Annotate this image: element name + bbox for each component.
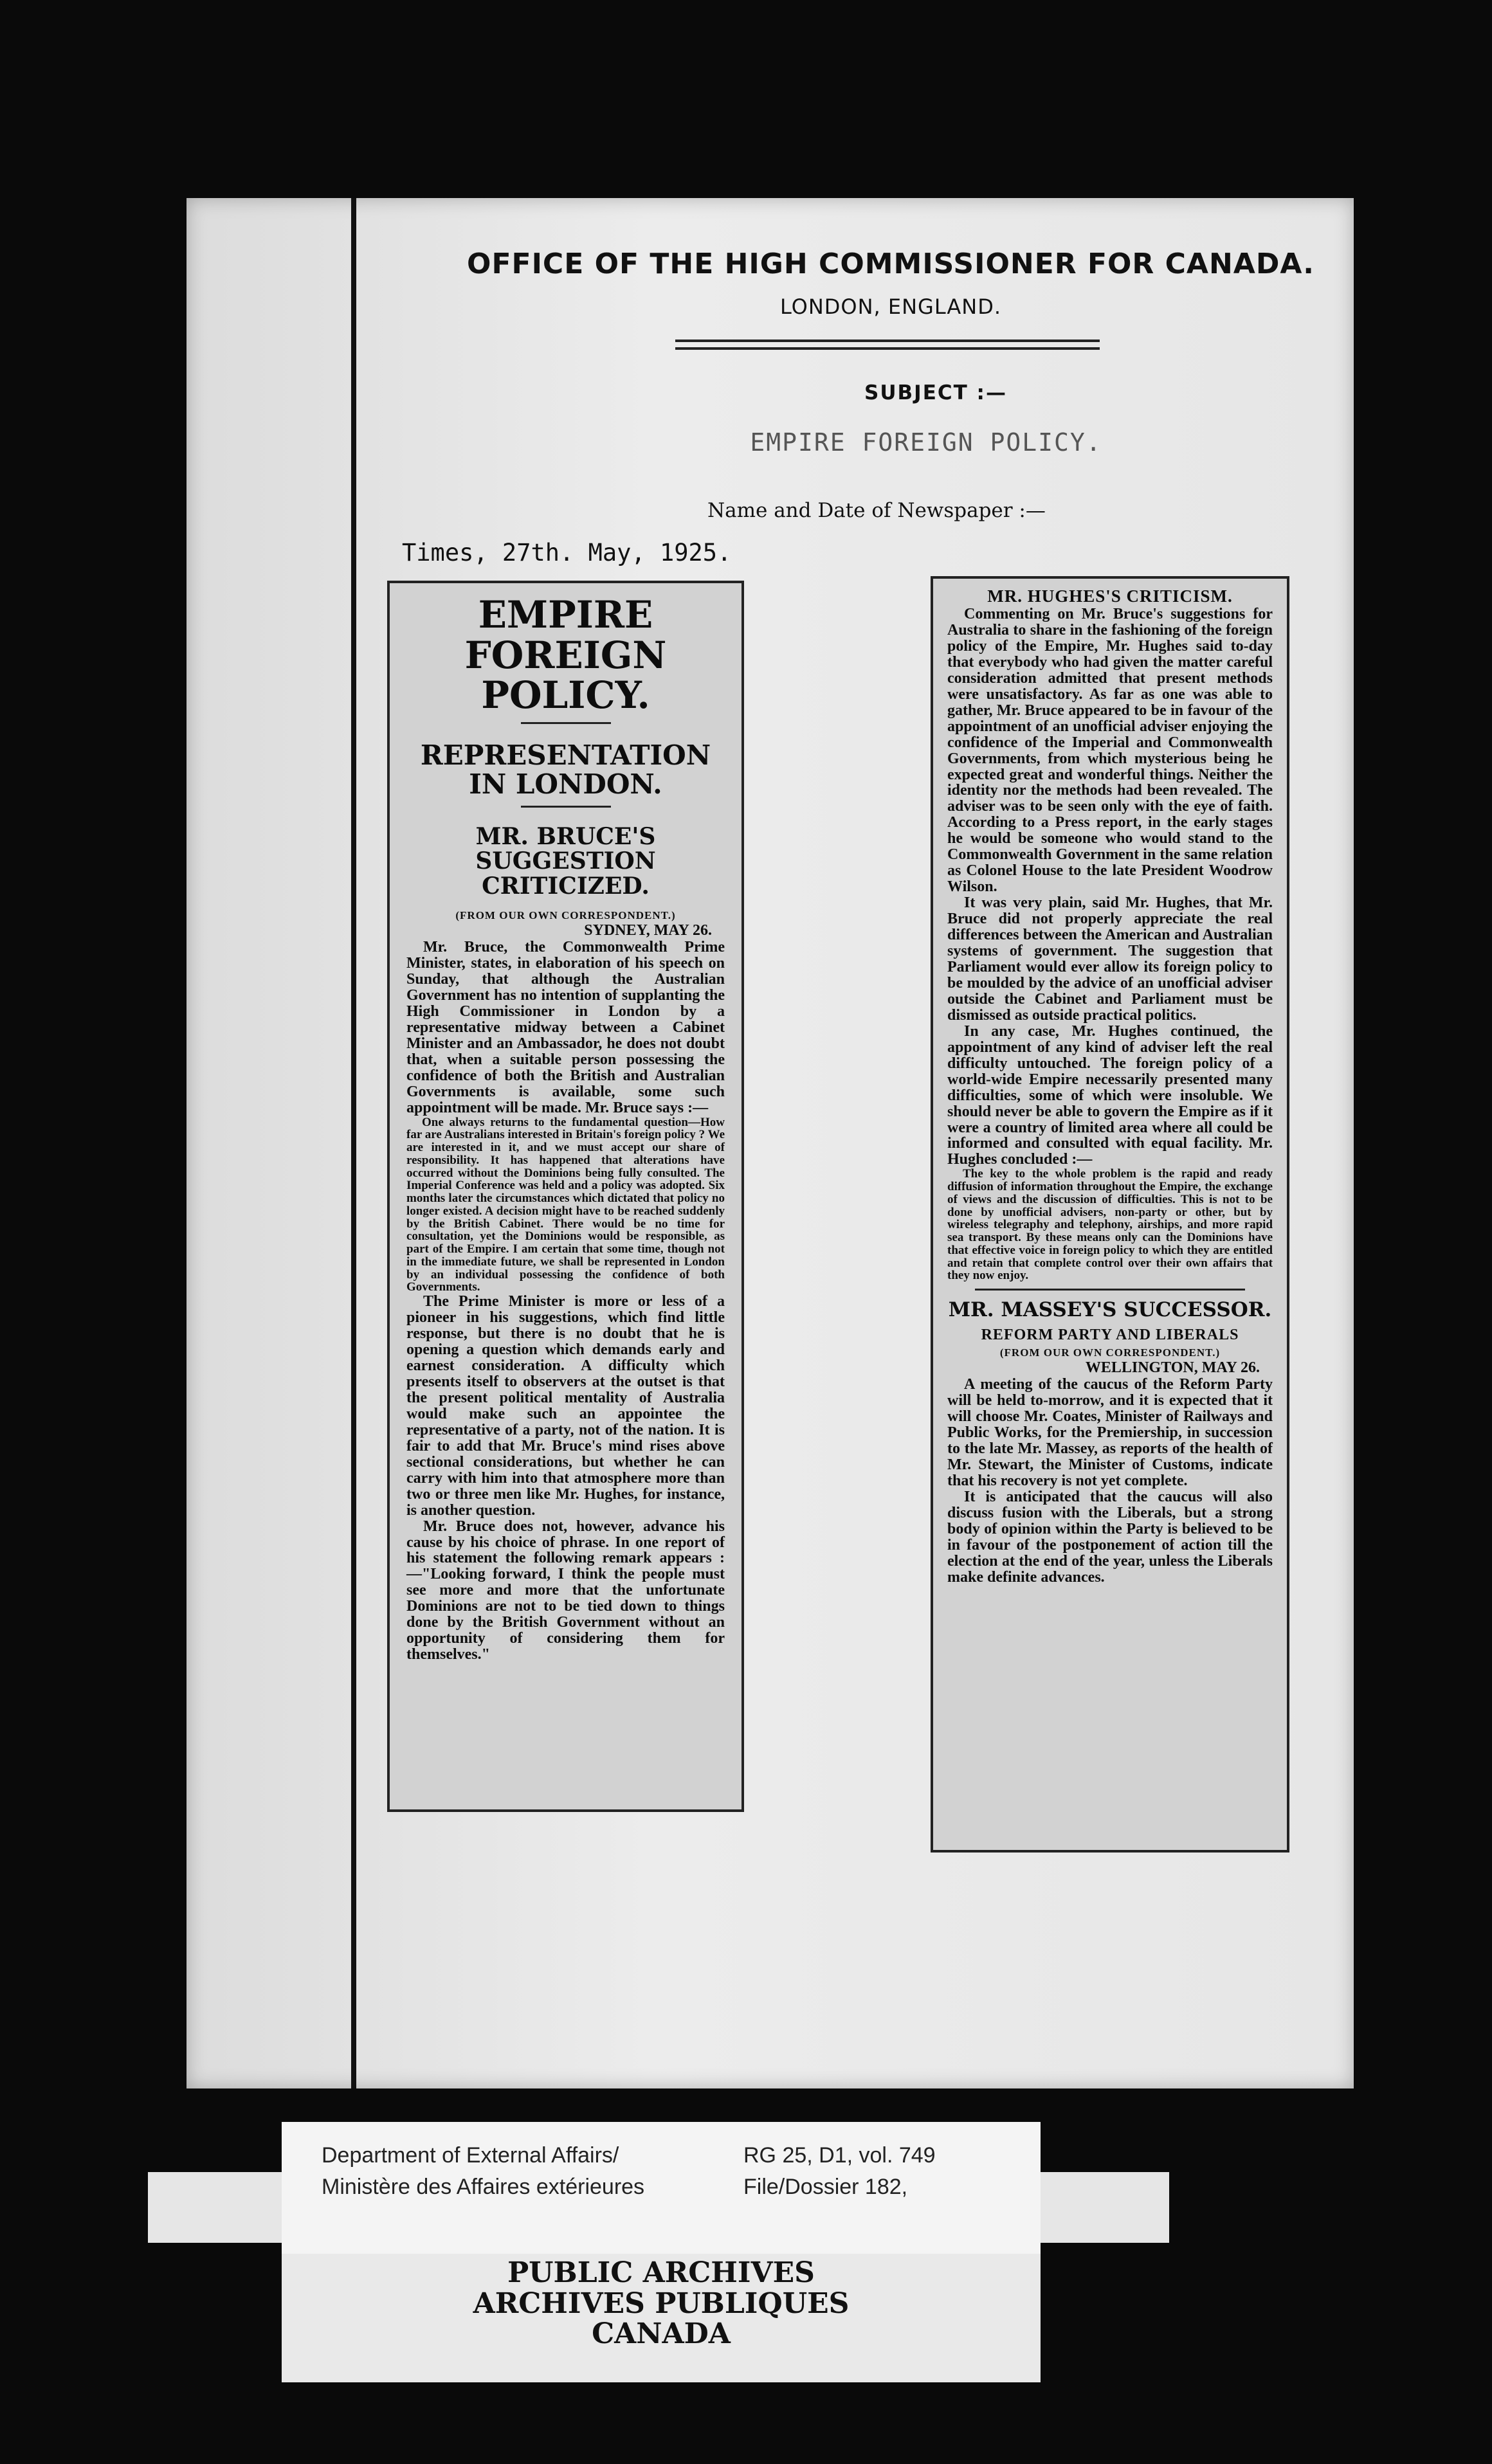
section-head: MR. HUGHES'S CRITICISM. [987,586,1233,606]
ornament-rule [521,722,611,724]
margin-rule [351,198,356,2088]
reference-file: File/Dossier 182, [743,2175,908,2200]
ornament-rule [521,806,611,808]
ornament-rule [975,1289,1245,1291]
archive-department [322,2140,644,2204]
stamp-text [282,2254,1041,2350]
section-subhead: REFORM PARTY AND LIBERALS [981,1327,1239,1344]
clipping-right [931,576,1289,1853]
article-quote: One always returns to the fundamental question—How far are Australians interested in Britain's foreign policy ? We are interested in it, and we must accept our share of responsibility. It has happened that alterations have occurred without the Dominions being fully consulted. The Imperial Conference was held and a policy was adopted. Six months later the circumstances which dictated that policy no longer existed. A decision might have to be reached suddenly by the British Cabinet. There would be no time for consultation, yet the Dominions would be responsible, as part of the Empire. I am certain that some time, though not in the immediate future, we shall be represented in London by an individual possessing the confidence of both Governments. [406,1115,725,1294]
subject-label: SUBJECT :— [864,381,1007,404]
stamp-line: PUBLIC ARCHIVES [507,2256,815,2289]
correspondent-line: (FROM OUR OWN CORRESPONDENT.) [455,909,676,922]
clip-subhead-2: MR. BRUCE'S SUGGESTION CRITICIZED. [475,822,656,900]
subject-value: EMPIRE FOREIGN POLICY. [750,428,1102,457]
archive-reference [743,2140,936,2204]
label-strip-right [1041,2172,1169,2243]
stamp-line: CANADA [592,2317,731,2351]
article-paragraph: It was very plain, said Mr. Hughes, that Mr. Bruce did not properly appreciate the real differences between the American and Australian systems of government. The suggestion that Parliament would ever allow its foreign policy to be moulded by the advice of an unofficial adviser outside the Cabinet and Parliament must be dismissed as outside practical politics. [947,894,1273,1024]
label-strip-left [148,2172,282,2243]
section-head-2: MR. MASSEY'S SUCCESSOR. [948,1298,1272,1322]
archives-stamp [282,2254,1041,2382]
letterhead-rule-2 [675,347,1100,350]
dateline: WELLINGTON, MAY 26. [1085,1359,1260,1377]
letterhead-rule [675,340,1100,342]
dateline: SYDNEY, MAY 26. [584,922,712,939]
article-paragraph: Mr. Bruce does not, however, advance his cause by his choice of phrase. In one report of his statement the following remark appears :—"Looking forward, I think the people must see more and more that the unfortunate Dominions are not to be tied down to things done by the British Government without an opportunity of considering them for themselves." [406,1517,725,1663]
article-paragraph: Mr. Bruce, the Commonwealth Prime Minister, states, in elaboration of his speech on Sunday, that although the Australian Government has no intention of supplanting the High Commissioner in London by a representative midway between a Cabinet Minister and an Ambassador, he does not doubt that, when a suitable person possessing the confidence of both the British and Australian Governments is available, some such appointment will be made. Mr. Bruce says :— [406,939,725,1116]
clipping-left [387,581,744,1812]
reference-volume: RG 25, D1, vol. 749 [743,2143,936,2168]
correspondent-line: (FROM OUR OWN CORRESPONDENT.) [999,1346,1221,1359]
letterhead-title: OFFICE OF THE HIGH COMMISSIONER FOR CANADA. [467,248,1315,280]
clip-subhead: REPRESENTATION IN LONDON. [420,739,711,801]
archive-label [282,2122,1041,2254]
article-paragraph: A meeting of the caucus of the Reform Party will be held to-morrow, and it is expected that it will choose Mr. Coates, Minister of Railways and Public Works, for the Premiership, in succession to the late Mr. Massey, as reports of the health of Mr. Stewart, the Minister of Customs, indicate that his recovery is not yet complete. [947,1376,1273,1489]
article-paragraph: The Prime Minister is more or less of a pioneer in his suggestions, which find little response, but there is no doubt that he is opening a question which demands early and earnest consideration. A difficulty which presents itself to observers at the outset is that the present political mentality of Australia would make such an appointee the representative of a party, not of the nation. It is fair to add that Mr. Bruce's mind rises above sectional considerations, but whether he can carry with him into that atmosphere more than two or three men like Mr. Hughes, for instance, is another question. [406,1293,725,1519]
newspaper-label: Name and Date of Newspaper :— [707,499,1046,522]
article-paragraph: It is anticipated that the caucus will also discuss fusion with the Liberals, but a strong body of opinion within the Party is believed to be in favour of the postponement of action till the election at the end of the year, unless the Liberals make definite advances. [947,1488,1273,1586]
article-quote: The key to the whole problem is the rapid and ready diffusion of information throughout the Empire, the exchange of views and the discussion of difficulties. This is not to be done by unofficial advisers, non-party or other, but by wireless telegraphy and telephony, airships, and more rapid sea transport. By these means only can the Dominions have that effective voice in foreign policy to which they are entitled and retain that complete control over their own affairs that they now enjoy. [947,1167,1273,1283]
department-fr: Ministère des Affaires extérieures [322,2175,645,2200]
clip-headline: EMPIRE FOREIGN POLICY. [464,593,667,718]
article-paragraph: Commenting on Mr. Bruce's suggestions for Australia to share in the fashioning of the foreign policy of the Empire, Mr. Hughes said to-day that everybody who had given the matter careful consideration admitted that present methods were unsatisfactory. As far as one was able to gather, Mr. Bruce appeared to be in favour of the appointment of an unofficial adviser enjoying the confidence of the Imperial and Commonwealth Governments, from which mysterious being he expected great and wonderful things. Neither the identity nor the methods had been revealed. The adviser was to be seen only with the eye of faith. According to a Press report, in the early stages he would be someone who would stand to the Commonwealth Government in the same relation as Colonel House to the late President Woodrow Wilson. [947,606,1273,896]
article-paragraph: In any case, Mr. Hughes continued, the appointment of any kind of adviser left the real difficulty untouched. The foreign policy of a world-wide Empire necessarily presented many difficulties, some of which were insoluble. We should never be able to govern the Empire as if it were a country of limited area where all could be informed and consulted with equal facility. Mr. Hughes concluded :— [947,1022,1273,1168]
document-sheet [186,198,1354,2088]
stamp-line: ARCHIVES PUBLIQUES [473,2287,850,2320]
newspaper-value: Times, 27th. May, 1925. [402,539,732,566]
letterhead-location: LONDON, ENGLAND. [779,294,1002,319]
department-en: Department of External Affairs/ [322,2143,619,2168]
